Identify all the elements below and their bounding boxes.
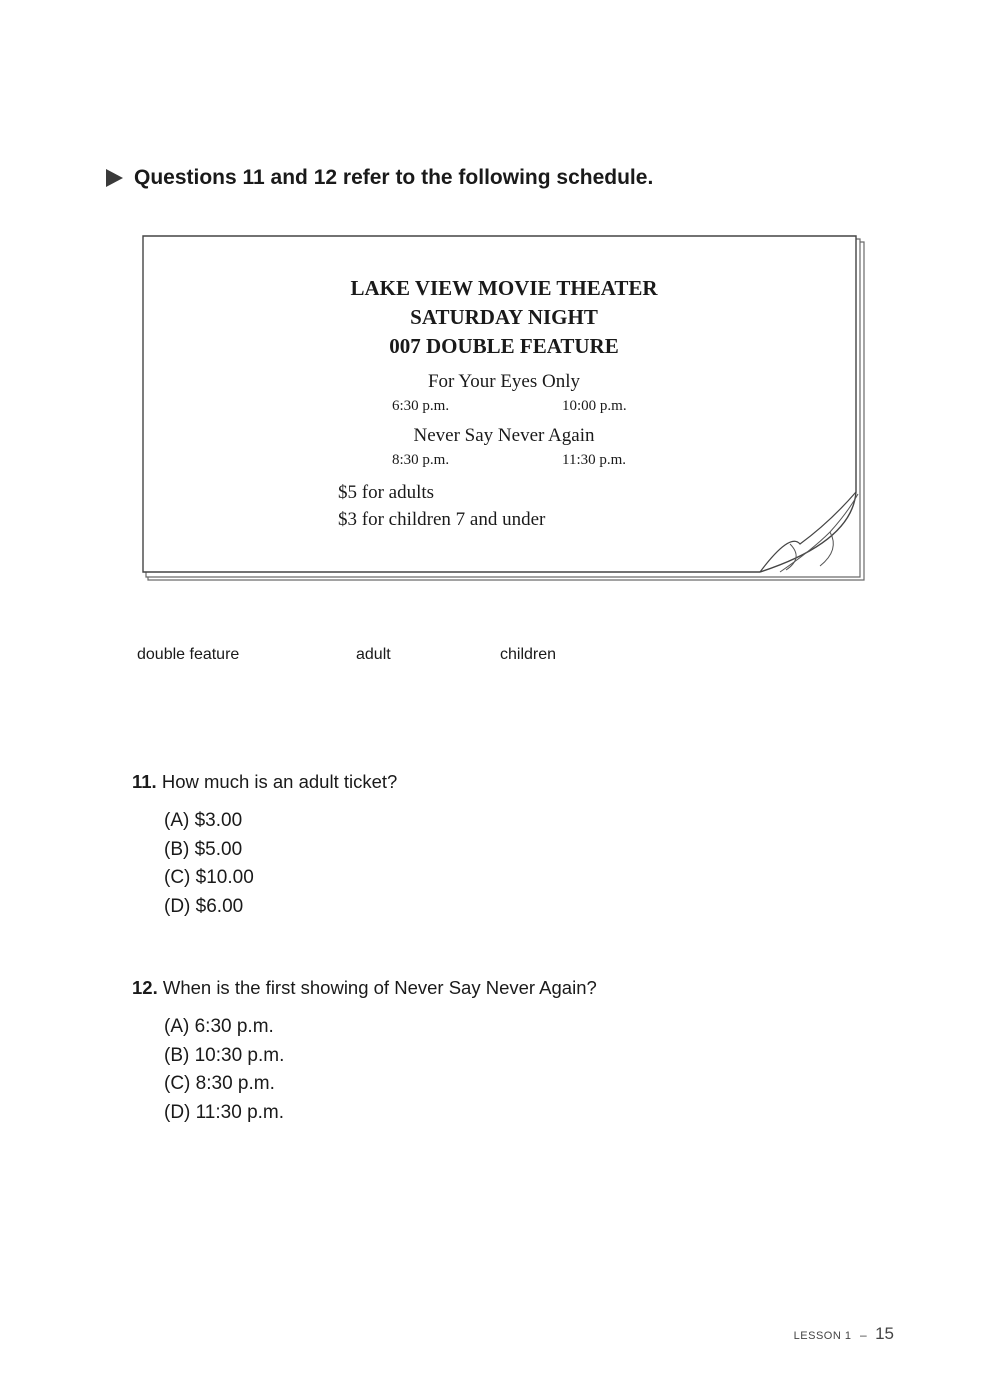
lesson-label: LESSON 1 [793,1330,852,1342]
showtime: 10:00 p.m. [562,398,627,414]
adult-price: $5 for adults [338,482,435,503]
answer-option-b[interactable]: (B) 10:30 p.m. [164,1045,285,1066]
show-night: SATURDAY NIGHT [410,305,598,329]
schedule-notice [140,232,868,584]
page-footer [794,1324,894,1344]
question-text: How much is an adult ticket? [161,771,398,792]
question-11 [132,771,397,793]
question-text: When is the first showing of Never Say Never Again? [162,977,597,998]
play-arrow-icon [104,168,124,188]
showtime: 11:30 p.m. [562,452,627,468]
showtime: 6:30 p.m. [392,398,450,414]
question-12 [132,977,597,999]
footer-separator: – [859,1328,867,1342]
showtime: 8:30 p.m. [392,452,450,468]
page-number: 15 [875,1324,894,1343]
section-heading-text: Questions 11 and 12 refer to the following schedule. [134,166,654,189]
question-number: 12. [132,977,158,998]
answer-option-d[interactable]: (D) 11:30 p.m. [164,1102,285,1123]
answer-option-b[interactable]: (B) $5.00 [164,839,243,860]
vocab-word: children [500,646,557,663]
question-number: 11. [132,771,157,792]
answer-option-a[interactable]: (A) $3.00 [164,810,243,831]
feature-title: 007 DOUBLE FEATURE [389,334,619,358]
vocab-word: double feature [137,646,240,663]
section-heading [104,166,653,190]
theater-name: LAKE VIEW MOVIE THEATER [350,276,658,300]
answer-option-c[interactable]: (C) 8:30 p.m. [164,1073,275,1094]
vocab-word: adult [356,646,391,663]
answer-option-d[interactable]: (D) $6.00 [164,896,244,917]
movie-title: For Your Eyes Only [427,371,581,392]
child-price: $3 for children 7 and under [338,509,546,530]
answer-option-a[interactable]: (A) 6:30 p.m. [164,1016,274,1037]
notice-content [144,236,852,572]
answer-option-c[interactable]: (C) $10.00 [164,867,254,888]
movie-title: Never Say Never Again [413,425,595,446]
